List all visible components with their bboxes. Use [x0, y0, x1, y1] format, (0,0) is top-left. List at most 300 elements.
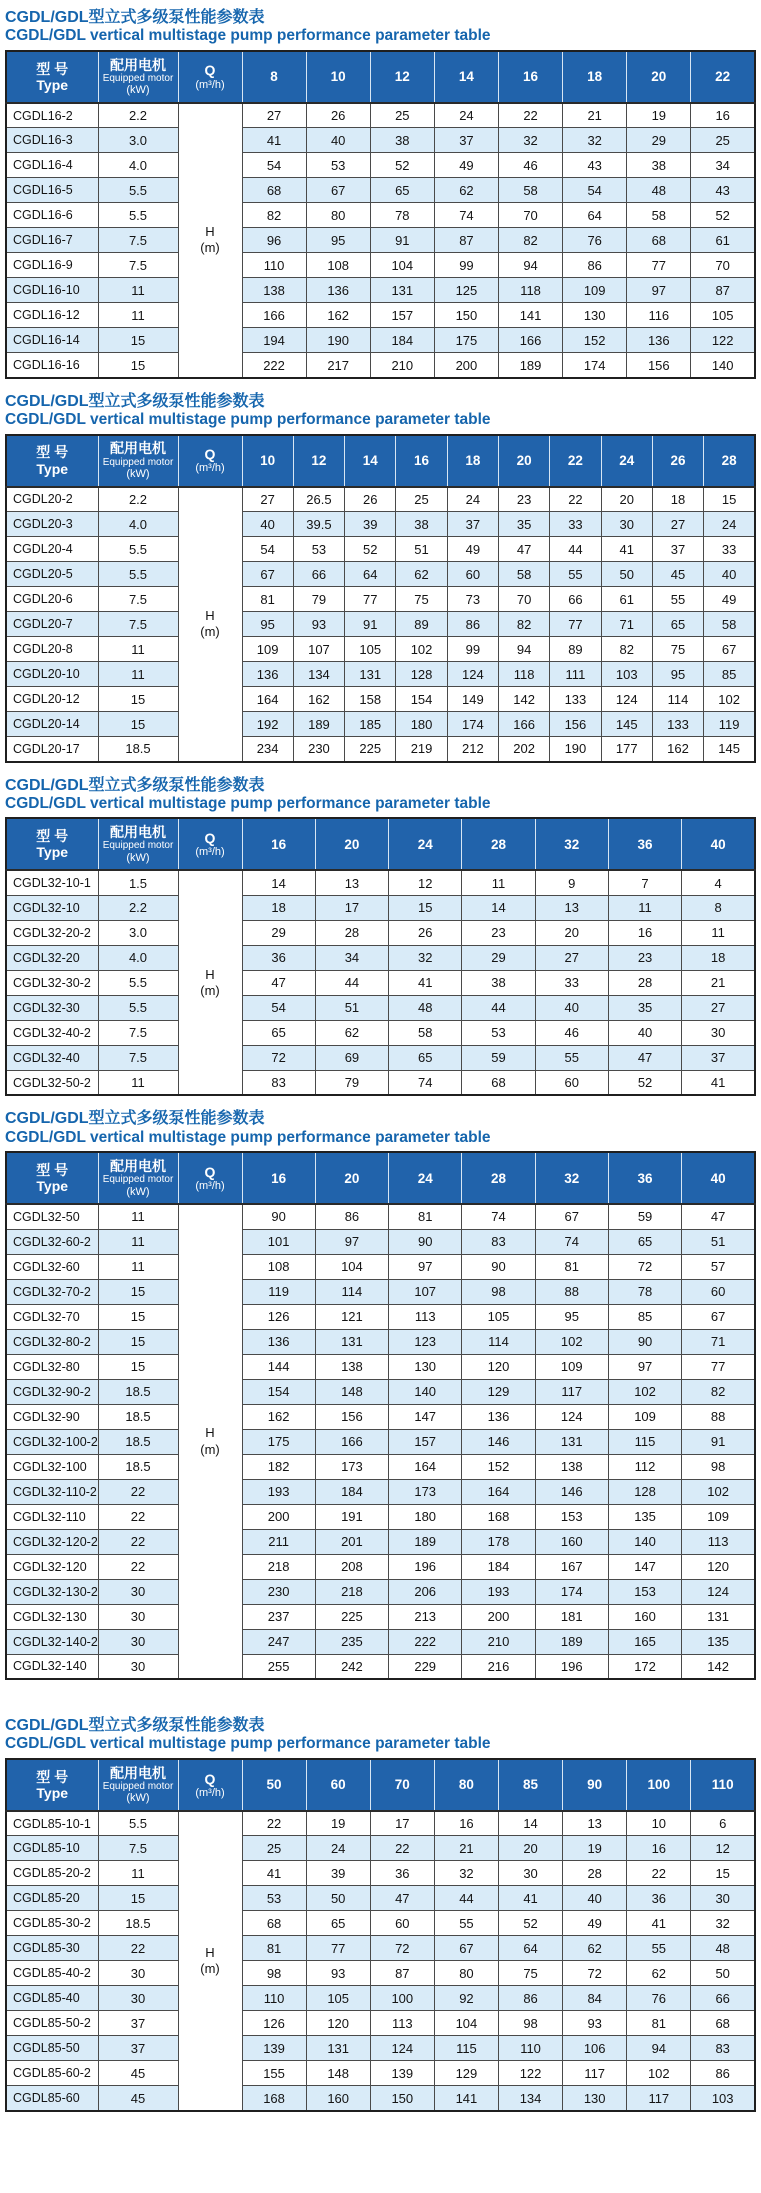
table-title-zh: CGDL/GDL型立式多级泵性能参数表: [5, 1717, 265, 1735]
head-unit: (m): [200, 1441, 220, 1457]
head-value-cell: 27: [535, 945, 608, 970]
head-value-cell: 58: [499, 178, 563, 203]
motor-kw-cell: 7.5: [98, 612, 178, 637]
table-row: [6, 1304, 755, 1329]
table-row: [6, 1986, 755, 2011]
model-cell: CGDL32-100: [6, 1454, 98, 1479]
head-value-cell: 54: [242, 153, 306, 178]
header-flow-value: 80: [434, 1759, 498, 1811]
head-value-cell: 166: [242, 303, 306, 328]
motor-kw-cell: 11: [98, 1229, 178, 1254]
head-value-cell: 82: [242, 203, 306, 228]
motor-kw-cell: 37: [98, 2011, 178, 2036]
head-value-cell: 32: [434, 1861, 498, 1886]
head-value-cell: 162: [242, 1404, 315, 1429]
table-row: [6, 870, 755, 895]
motor-kw-cell: 22: [98, 1479, 178, 1504]
head-value-cell: 158: [345, 687, 396, 712]
head-value-cell: 24: [704, 512, 755, 537]
head-value-cell: 64: [563, 203, 627, 228]
head-value-cell: 13: [315, 870, 388, 895]
motor-kw-cell: 15: [98, 1886, 178, 1911]
table-row: [6, 920, 755, 945]
head-label: H: [205, 966, 215, 982]
head-value-cell: 91: [682, 1429, 755, 1454]
head-value-cell: 51: [315, 995, 388, 1020]
header-motor-unit: (kW): [126, 851, 150, 864]
head-value-cell: 47: [498, 537, 549, 562]
head-value-cell: 94: [498, 637, 549, 662]
head-value-cell: 90: [462, 1254, 535, 1279]
head-value-cell: 123: [389, 1329, 462, 1354]
header-motor-en: Equipped motor: [102, 1174, 174, 1186]
head-value-cell: 62: [396, 562, 447, 587]
head-value-cell: 4: [682, 870, 755, 895]
head-value-cell: 174: [535, 1579, 608, 1604]
pump-table-section: [5, 392, 756, 763]
head-value-cell: 73: [447, 587, 498, 612]
head-value-cell: 102: [535, 1329, 608, 1354]
header-q-label: Q: [204, 1770, 216, 1787]
model-cell: CGDL16-5: [6, 178, 98, 203]
motor-kw-cell: 7.5: [98, 587, 178, 612]
head-value-cell: 138: [242, 278, 306, 303]
model-cell: CGDL16-2: [6, 103, 98, 128]
head-value-cell: 52: [499, 1911, 563, 1936]
motor-kw-cell: 3.0: [98, 128, 178, 153]
head-value-cell: 89: [396, 612, 447, 637]
head-value-cell: 126: [242, 2011, 306, 2036]
head-value-cell: 193: [462, 1579, 535, 1604]
header-flow-value: 12: [370, 51, 434, 103]
header-q-label: Q: [204, 829, 216, 846]
head-value-cell: 160: [608, 1604, 681, 1629]
head-value-cell: 49: [704, 587, 755, 612]
table-row: [6, 1836, 755, 1861]
head-value-cell: 23: [608, 945, 681, 970]
head-value-cell: 85: [704, 662, 755, 687]
header-motor-en: Equipped motor: [102, 840, 174, 852]
head-value-cell: 154: [242, 1379, 315, 1404]
table-row: [6, 1329, 755, 1354]
head-value-cell: 22: [242, 1811, 306, 1836]
head-value-cell: 41: [601, 537, 652, 562]
head-value-cell: 87: [691, 278, 755, 303]
head-value-cell: 135: [608, 1504, 681, 1529]
head-value-cell: 139: [242, 2036, 306, 2061]
head-value-cell: 68: [462, 1070, 535, 1095]
motor-kw-cell: 5.5: [98, 562, 178, 587]
head-value-cell: 21: [682, 970, 755, 995]
head-value-cell: 66: [691, 1986, 755, 2011]
table-row: [6, 1504, 755, 1529]
model-cell: CGDL20-4: [6, 537, 98, 562]
motor-kw-cell: 11: [98, 1204, 178, 1229]
head-value-cell: 24: [434, 103, 498, 128]
motor-kw-cell: 18.5: [98, 1911, 178, 1936]
header-type-en: Type: [36, 844, 69, 861]
head-value-cell: 149: [447, 687, 498, 712]
table-row: [6, 1229, 755, 1254]
model-cell: CGDL20-3: [6, 512, 98, 537]
head-value-cell: 38: [396, 512, 447, 537]
head-value-cell: 8: [682, 895, 755, 920]
table-row: [6, 2086, 755, 2111]
model-cell: CGDL16-14: [6, 328, 98, 353]
header-flow-value: 8: [242, 51, 306, 103]
head-value-cell: 38: [370, 128, 434, 153]
model-cell: CGDL20-10: [6, 662, 98, 687]
table-row: [6, 1629, 755, 1654]
head-value-cell: 41: [499, 1886, 563, 1911]
motor-kw-cell: 30: [98, 1654, 178, 1679]
header-q-unit: (m³/h): [195, 1786, 225, 1799]
head-value-cell: 55: [434, 1911, 498, 1936]
head-value-cell: 216: [462, 1654, 535, 1679]
head-value-cell: 65: [370, 178, 434, 203]
model-cell: CGDL16-12: [6, 303, 98, 328]
motor-kw-cell: 18.5: [98, 1429, 178, 1454]
header-type-zh: 型 号: [36, 60, 69, 77]
head-value-cell: 28: [608, 970, 681, 995]
head-value-cell: 222: [389, 1629, 462, 1654]
model-cell: CGDL16-9: [6, 253, 98, 278]
motor-kw-cell: 45: [98, 2086, 178, 2111]
head-value-cell: 82: [499, 228, 563, 253]
header-flow-value: 24: [389, 818, 462, 870]
head-value-cell: 62: [563, 1936, 627, 1961]
head-value-cell: 6: [691, 1811, 755, 1836]
head-value-cell: 28: [315, 920, 388, 945]
head-value-cell: 109: [682, 1504, 755, 1529]
head-value-cell: 58: [498, 562, 549, 587]
head-value-cell: 110: [242, 253, 306, 278]
model-cell: CGDL85-10: [6, 1836, 98, 1861]
table-title-en: CGDL/GDL vertical multistage pump performance parameter table: [5, 1735, 491, 1753]
head-value-cell: 18: [242, 895, 315, 920]
head-value-cell: 20: [499, 1836, 563, 1861]
head-value-cell: 49: [434, 153, 498, 178]
head-value-cell: 128: [396, 662, 447, 687]
model-cell: CGDL32-80-2: [6, 1329, 98, 1354]
table-row: [6, 512, 755, 537]
motor-kw-cell: 15: [98, 353, 178, 378]
header-flow-q: [178, 818, 242, 870]
head-unit-merged-cell: [178, 1811, 242, 2111]
head-value-cell: 133: [550, 687, 601, 712]
head-value-cell: 68: [691, 2011, 755, 2036]
head-value-cell: 40: [242, 512, 293, 537]
header-flow-value: 18: [563, 51, 627, 103]
head-value-cell: 53: [306, 153, 370, 178]
head-value-cell: 23: [498, 487, 549, 512]
head-value-cell: 67: [682, 1304, 755, 1329]
header-type-zh: 型 号: [36, 1768, 69, 1785]
head-value-cell: 134: [499, 2086, 563, 2111]
head-value-cell: 67: [535, 1204, 608, 1229]
head-value-cell: 130: [389, 1354, 462, 1379]
head-value-cell: 16: [627, 1836, 691, 1861]
head-value-cell: 37: [652, 537, 703, 562]
tables-container: [5, 8, 756, 2112]
head-value-cell: 72: [608, 1254, 681, 1279]
head-value-cell: 189: [293, 712, 344, 737]
head-value-cell: 138: [315, 1354, 388, 1379]
head-value-cell: 160: [306, 2086, 370, 2111]
head-value-cell: 41: [242, 128, 306, 153]
head-value-cell: 108: [242, 1254, 315, 1279]
head-value-cell: 55: [627, 1936, 691, 1961]
header-flow-value: 60: [306, 1759, 370, 1811]
table-row: [6, 278, 755, 303]
motor-kw-cell: 15: [98, 712, 178, 737]
header-flow-q: [178, 435, 242, 487]
table-title-zh: CGDL/GDL型立式多级泵性能参数表: [5, 1110, 265, 1128]
head-value-cell: 83: [462, 1229, 535, 1254]
head-value-cell: 90: [242, 1204, 315, 1229]
header-flow-value: 14: [345, 435, 396, 487]
head-value-cell: 92: [434, 1986, 498, 2011]
head-value-cell: 144: [242, 1354, 315, 1379]
header-flow-value: 14: [434, 51, 498, 103]
header-flow-value: 16: [242, 818, 315, 870]
header-type: [6, 818, 98, 870]
head-value-cell: 157: [370, 303, 434, 328]
pump-table-section: [5, 776, 756, 1097]
head-value-cell: 44: [550, 537, 601, 562]
model-cell: CGDL32-130-2: [6, 1579, 98, 1604]
head-value-cell: 40: [704, 562, 755, 587]
head-value-cell: 105: [462, 1304, 535, 1329]
table-row: [6, 1604, 755, 1629]
head-value-cell: 131: [682, 1604, 755, 1629]
head-value-cell: 16: [608, 920, 681, 945]
head-value-cell: 147: [389, 1404, 462, 1429]
head-value-cell: 167: [535, 1554, 608, 1579]
model-cell: CGDL32-140-2: [6, 1629, 98, 1654]
performance-table: [5, 50, 756, 379]
head-value-cell: 41: [242, 1861, 306, 1886]
head-value-cell: 70: [499, 203, 563, 228]
head-value-cell: 37: [447, 512, 498, 537]
head-value-cell: 80: [434, 1961, 498, 1986]
head-value-cell: 201: [315, 1529, 388, 1554]
header-type: [6, 51, 98, 103]
head-value-cell: 119: [704, 712, 755, 737]
motor-kw-cell: 15: [98, 1279, 178, 1304]
head-value-cell: 51: [396, 537, 447, 562]
header-motor: [98, 818, 178, 870]
motor-kw-cell: 4.0: [98, 153, 178, 178]
performance-table: [5, 817, 756, 1096]
head-value-cell: 52: [345, 537, 396, 562]
head-value-cell: 102: [704, 687, 755, 712]
head-value-cell: 64: [345, 562, 396, 587]
table-row: [6, 712, 755, 737]
head-value-cell: 55: [550, 562, 601, 587]
table-row: [6, 1886, 755, 1911]
header-q-unit: (m³/h): [195, 462, 225, 475]
model-cell: CGDL32-20: [6, 945, 98, 970]
head-value-cell: 111: [550, 662, 601, 687]
head-value-cell: 255: [242, 1654, 315, 1679]
head-value-cell: 44: [315, 970, 388, 995]
head-value-cell: 112: [608, 1454, 681, 1479]
head-value-cell: 146: [535, 1479, 608, 1504]
header-flow-value: 24: [601, 435, 652, 487]
head-value-cell: 65: [652, 612, 703, 637]
head-value-cell: 222: [242, 353, 306, 378]
table-row: [6, 587, 755, 612]
header-flow-value: 22: [550, 435, 601, 487]
header-flow-value: 20: [627, 51, 691, 103]
head-value-cell: 102: [396, 637, 447, 662]
motor-kw-cell: 11: [98, 637, 178, 662]
head-value-cell: 66: [550, 587, 601, 612]
head-value-cell: 22: [627, 1861, 691, 1886]
header-flow-value: 40: [682, 1152, 755, 1204]
head-value-cell: 60: [535, 1070, 608, 1095]
head-value-cell: 173: [389, 1479, 462, 1504]
table-row: [6, 1811, 755, 1836]
head-value-cell: 113: [682, 1529, 755, 1554]
head-value-cell: 47: [682, 1204, 755, 1229]
head-value-cell: 65: [242, 1020, 315, 1045]
head-value-cell: 36: [370, 1861, 434, 1886]
head-value-cell: 140: [691, 353, 755, 378]
head-value-cell: 81: [389, 1204, 462, 1229]
header-flow-value: 28: [704, 435, 755, 487]
model-cell: CGDL32-100-2: [6, 1429, 98, 1454]
head-value-cell: 125: [434, 278, 498, 303]
model-cell: CGDL32-30-2: [6, 970, 98, 995]
head-value-cell: 146: [462, 1429, 535, 1454]
head-value-cell: 37: [434, 128, 498, 153]
motor-kw-cell: 22: [98, 1554, 178, 1579]
header-flow-value: 85: [499, 1759, 563, 1811]
head-value-cell: 11: [682, 920, 755, 945]
motor-kw-cell: 18.5: [98, 737, 178, 762]
head-value-cell: 40: [535, 995, 608, 1020]
head-value-cell: 200: [242, 1504, 315, 1529]
head-value-cell: 32: [389, 945, 462, 970]
head-value-cell: 58: [389, 1020, 462, 1045]
head-value-cell: 36: [627, 1886, 691, 1911]
table-row: [6, 1045, 755, 1070]
model-cell: CGDL20-7: [6, 612, 98, 637]
head-value-cell: 200: [434, 353, 498, 378]
head-value-cell: 124: [370, 2036, 434, 2061]
head-value-cell: 24: [306, 1836, 370, 1861]
head-value-cell: 130: [563, 2086, 627, 2111]
head-value-cell: 109: [563, 278, 627, 303]
motor-kw-cell: 30: [98, 1986, 178, 2011]
head-value-cell: 85: [608, 1304, 681, 1329]
head-value-cell: 174: [563, 353, 627, 378]
head-value-cell: 124: [447, 662, 498, 687]
head-value-cell: 97: [315, 1229, 388, 1254]
motor-kw-cell: 11: [98, 1861, 178, 1886]
head-value-cell: 86: [499, 1986, 563, 2011]
header-type-zh: 型 号: [36, 828, 69, 845]
header-type: [6, 1152, 98, 1204]
model-cell: CGDL85-20-2: [6, 1861, 98, 1886]
head-value-cell: 229: [389, 1654, 462, 1679]
table-row: [6, 253, 755, 278]
head-value-cell: 156: [550, 712, 601, 737]
head-value-cell: 76: [627, 1986, 691, 2011]
head-value-cell: 104: [370, 253, 434, 278]
table-row: [6, 2036, 755, 2061]
head-value-cell: 32: [691, 1911, 755, 1936]
head-value-cell: 94: [499, 253, 563, 278]
head-value-cell: 15: [389, 895, 462, 920]
head-value-cell: 86: [447, 612, 498, 637]
head-value-cell: 72: [370, 1936, 434, 1961]
head-value-cell: 13: [535, 895, 608, 920]
head-value-cell: 29: [462, 945, 535, 970]
head-value-cell: 53: [242, 1886, 306, 1911]
table-row: [6, 995, 755, 1020]
head-unit: (m): [200, 624, 220, 640]
head-value-cell: 86: [563, 253, 627, 278]
head-value-cell: 142: [682, 1654, 755, 1679]
model-cell: CGDL20-6: [6, 587, 98, 612]
head-value-cell: 41: [389, 970, 462, 995]
model-cell: CGDL32-110: [6, 1504, 98, 1529]
header-row: [6, 435, 755, 487]
head-value-cell: 49: [563, 1911, 627, 1936]
head-value-cell: 19: [306, 1811, 370, 1836]
head-value-cell: 60: [370, 1911, 434, 1936]
head-value-cell: 14: [462, 895, 535, 920]
performance-table: [5, 434, 756, 763]
header-q-label: Q: [204, 1163, 216, 1180]
head-value-cell: 32: [563, 128, 627, 153]
table-row: [6, 612, 755, 637]
head-value-cell: 60: [447, 562, 498, 587]
motor-kw-cell: 5.5: [98, 995, 178, 1020]
head-value-cell: 65: [608, 1229, 681, 1254]
motor-kw-cell: 18.5: [98, 1379, 178, 1404]
head-value-cell: 138: [535, 1454, 608, 1479]
table-row: [6, 687, 755, 712]
head-value-cell: 104: [315, 1254, 388, 1279]
head-value-cell: 77: [682, 1354, 755, 1379]
head-value-cell: 68: [242, 178, 306, 203]
head-value-cell: 142: [498, 687, 549, 712]
header-flow-value: 40: [682, 818, 755, 870]
head-value-cell: 82: [682, 1379, 755, 1404]
header-type-en: Type: [36, 1784, 69, 1801]
head-value-cell: 114: [652, 687, 703, 712]
head-value-cell: 109: [535, 1354, 608, 1379]
head-value-cell: 114: [462, 1329, 535, 1354]
header-motor-zh: 配用电机: [110, 440, 166, 457]
head-value-cell: 128: [608, 1479, 681, 1504]
table-row: [6, 537, 755, 562]
head-label: H: [205, 607, 215, 623]
head-value-cell: 210: [370, 353, 434, 378]
head-value-cell: 82: [498, 612, 549, 637]
header-q-unit: (m³/h): [195, 78, 225, 91]
header-flow-value: 16: [242, 1152, 315, 1204]
head-value-cell: 12: [691, 1836, 755, 1861]
head-value-cell: 219: [396, 737, 447, 762]
header-motor-unit: (kW): [126, 1185, 150, 1198]
header-type-zh: 型 号: [36, 1162, 69, 1179]
model-cell: CGDL32-60: [6, 1254, 98, 1279]
